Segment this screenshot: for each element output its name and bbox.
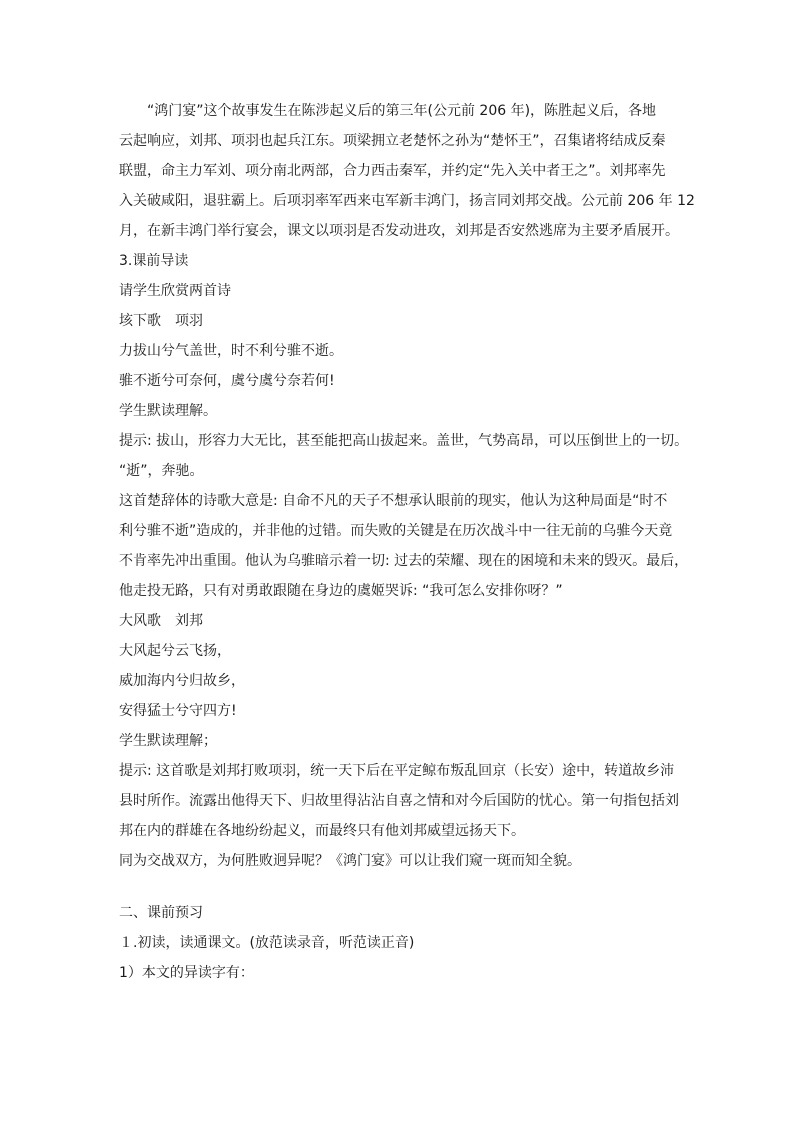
section-heading-pre-reading: 3.课前导读 xyxy=(119,253,189,269)
preview-step-1-sub: 1）本文的异读字有： xyxy=(119,965,254,981)
section-heading-preview: 二、课前预习 xyxy=(119,905,203,921)
section-preview xyxy=(119,898,695,988)
preview-step-1: １.初读，读通课文。(放范读录音，听范读正音) xyxy=(119,935,415,951)
poem-title-gaixiage: 垓下歌 项羽 xyxy=(119,313,203,329)
summary-line: 同为交战双方，为何胜败迥异呢？《鸿门宴》可以让我们窥一斑而知全貌。 xyxy=(119,853,581,869)
explanation-line: 他走投无路，只有对勇敢跟随在身边的虞姬哭诉: “我可怎么安排你呀？” xyxy=(119,583,563,599)
poem-line: 大风起兮云飞扬， xyxy=(119,643,231,659)
poem-line: 力拔山兮气盖世，时不利兮骓不逝。 xyxy=(119,343,343,359)
background-paragraph-line-2: 云起响应，刘邦、项羽也起兵江东。项梁拥立老楚怀之孙为“楚怀王”，召集诸将结成反秦 xyxy=(119,133,666,149)
hint-line: 提示: 这首歌是刘邦打败项羽，统一天下后在平定鲸布叛乱回京（长安）途中，转道故乡沛 xyxy=(119,763,675,779)
background-paragraph-line-5: 月，在新丰鸿门举行宴会，课文以项羽是否发动进攻，刘邦是否安然逃席为主要矛盾展开。 xyxy=(119,223,679,239)
poem-title-dafengge: 大风歌 刘邦 xyxy=(119,613,203,629)
hint-line: 县时所作。流露出他得天下、归故里得沾沾自喜之情和对今后国防的忧心。第一句指包括刘 xyxy=(119,793,679,809)
explanation-line: 这首楚辞体的诗歌大意是: 自命不凡的天子不想承认眼前的现实，他认为这种局面是“时不 xyxy=(119,493,668,509)
background-paragraph-line-1: “鸿门宴”这个故事发生在陈涉起义后的第三年(公元前 206 年)，陈胜起义后，各地 xyxy=(147,103,657,119)
poem-line: 威加海内兮归故乡， xyxy=(119,673,245,689)
hint-line: 邦在内的群雄在各地纷纷起义，而最终只有他刘邦威望远扬天下。 xyxy=(119,823,525,839)
instruction-line: 请学生欣赏两首诗 xyxy=(119,283,231,299)
document-body xyxy=(119,96,695,988)
hint-line: “逝”，奔驰。 xyxy=(119,463,204,479)
background-paragraph-line-3: 联盟，命主力军刘、项分南北两部，合力西击秦军，并约定“先入关中者王之”。刘邦率先 xyxy=(119,163,666,179)
instruction-line: 学生默读理解。 xyxy=(119,403,217,419)
poem-line: 安得猛士兮守四方! xyxy=(119,703,237,719)
instruction-line: 学生默读理解； xyxy=(119,733,217,749)
hint-line: 提示: 拔山，形容力大无比，甚至能把高山拔起来。盖世，气势高昂，可以压倒世上的一切。 xyxy=(119,433,689,449)
background-paragraph-line-4: 入关破咸阳，退驻霸上。后项羽率军西来屯军新丰鸿门，扬言同刘邦交战。公元前 206 年 12 xyxy=(119,193,695,209)
explanation-line: 利兮骓不逝”造成的，并非他的过错。而失败的关键是在历次战斗中一往无前的乌骓今天竟 xyxy=(119,523,673,539)
poem-line: 骓不逝兮可奈何，虞兮虞兮奈若何! xyxy=(119,373,335,389)
explanation-line: 不肯率先冲出重围。他认为乌骓暗示着一切: 过去的荣耀、现在的困境和未来的毁灭。最后， xyxy=(119,553,689,569)
